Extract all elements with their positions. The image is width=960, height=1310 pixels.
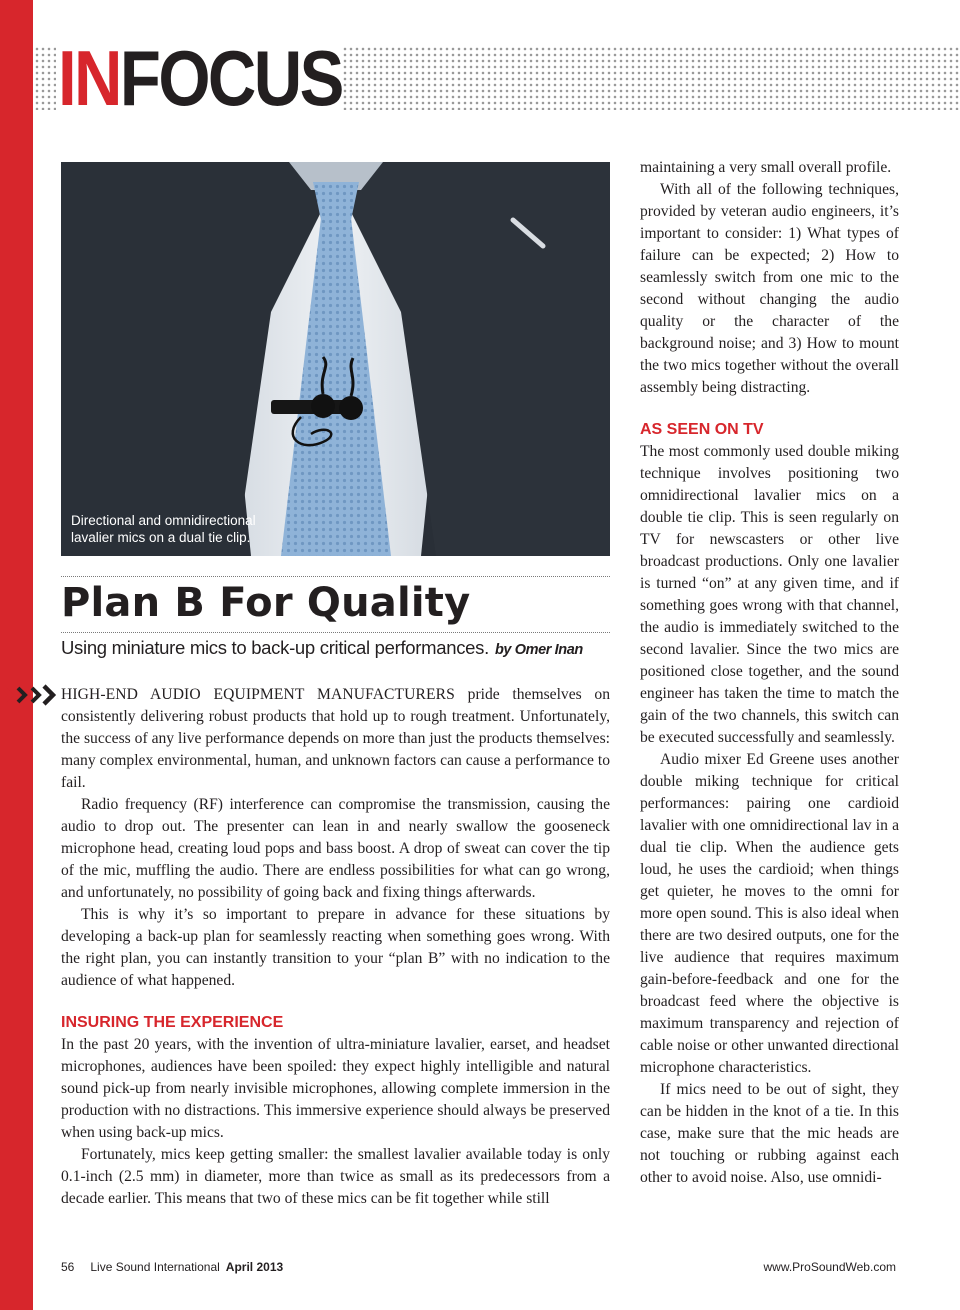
- paragraph: Radio frequency (RF) interference can compromise the transmission, causing the audio to drop out. The presenter can lean in and nearly swallow the gooseneck microphone head, creating loud pops and bass boost. A drop of sweat can cover the tip of the mic, muffling the audio. There are endless possibilities for what can go wrong, and unfortunately, no possibility of going back and fixing things afterwards.: [61, 796, 610, 901]
- article-title: Plan B For Quality: [61, 580, 471, 626]
- article-subtitle: [61, 636, 621, 662]
- red-margin-bar: [0, 0, 33, 1310]
- paragraph: Audio mixer Ed Greene uses another double miking technique for critical performances: pairing one cardioid lavalier with one omnidirectional lav in a dual tie clip. When the audience gets loud, he uses the cardioid; when things get quieter, he moves to the omni for more open sound. This is also ideal when there are two desired outputs, one for the live audience that requires maximum gain-before-feedback and one for the broadcast feed where the objective is maximum transparency and rejection of cable noise or other unwanted directional microphone characteristics.: [640, 751, 899, 1076]
- lead-in: HIGH-END AUDIO EQUIPMENT MANUFACTURERS: [61, 686, 455, 703]
- photo-caption: [71, 512, 301, 546]
- paragraph: If mics need to be out of sight, they can be hidden in the knot of a tie. In this case, make sure that the mic heads are not touching or rubbing against each other to avoid noise. Also, use omnidi-: [640, 1081, 899, 1186]
- paragraph: In the past 20 years, with the invention of ultra-miniature lavalier, earset, and headset microphones, audiences have been spoiled: they expect highly intelligible and natural sound pick-up from nearly invisible microphones, allowing complete immersion in the production with no distractions. This immersive experience should always be preserved when using back-up mics.: [61, 1036, 610, 1141]
- paragraph: Fortunately, mics keep getting smaller: the smallest lavalier available today is only 0.1-inch (2.5 mm) in diameter, more than twice as small as its predecessors from a decade earlier. This means that two of these mics can be fit together while still: [61, 1146, 610, 1207]
- issue-date: April 2013: [225, 1260, 284, 1274]
- triple-chevron-icon: [2, 684, 56, 706]
- paragraph: [61, 684, 610, 794]
- paragraph: This is why it’s so important to prepare in advance for these situations by developing a back-up plan for seamlessly reacting when something goes wrong. With the right plan, you can instantly transition to your “plan B” with no indication to the audience of what happened.: [61, 906, 610, 989]
- paragraph: The most commonly used double miking technique involves positioning two omnidirectional lavalier mics on a double tie clip. This is seen regularly on TV for newscasters or other live broadcast productions. Only one lavalier is turned “on” at any given time, and if something goes wrong with that channel, the audio is immediately switched to the second lavalier. Since the two mics are positioned close together, and the sound engineer has taken the time to match the gain of the two channels, this switch can be executed successfully and seamlessly.: [640, 443, 899, 746]
- photo-caption-line-1: Directional and omnidirectional: [71, 513, 256, 528]
- page-number: 56: [61, 1260, 75, 1274]
- article-photo: [61, 162, 610, 556]
- paragraph: maintaining a very small overall profile.: [640, 159, 892, 176]
- byline: by Omer Inan: [494, 642, 583, 658]
- masthead-accent: IN: [58, 34, 120, 122]
- footer-left: [61, 1260, 283, 1274]
- title-top-rule: [61, 576, 610, 577]
- article-column-right: [640, 157, 899, 1189]
- suit-and-tie-illustration: [61, 162, 610, 556]
- paragraph-text: pride themselves on consistently delivering robust products that hold up to rough treatment. Unfortunately, the success of any live performance depends on more than just the products themselves: many complex environmental, human, and unknown factors can cause a performance to fail.: [61, 686, 611, 791]
- masthead-rest: FOCUS: [119, 34, 342, 122]
- section-masthead: [58, 34, 342, 122]
- photo-caption-line-2: lavalier mics on a dual tie clip.: [71, 530, 251, 545]
- title-bottom-rule: [61, 632, 610, 633]
- article-column-left: [61, 684, 610, 1210]
- section-heading-insuring: INSURING THE EXPERIENCE: [61, 1014, 284, 1031]
- section-heading-tv: AS SEEN ON TV: [640, 421, 764, 438]
- masthead-dot-pattern-left: [34, 46, 56, 110]
- masthead-dot-pattern-right: [342, 46, 960, 110]
- paragraph: With all of the following techniques, provided by veteran audio engineers, it’s important to consider: 1) What types of failure can be expected; 2) How to seamlessly switch from one mic to the second without changing the audio quality or the character of the background noise; and 3) How to mount the two mics together without the overall assembly being distracting.: [640, 181, 899, 396]
- publication-name: Live Sound International: [90, 1260, 220, 1274]
- website-link[interactable]: www.ProSoundWeb.com: [763, 1260, 896, 1274]
- subtitle-text: Using miniature mics to back-up critical performances.: [61, 637, 489, 658]
